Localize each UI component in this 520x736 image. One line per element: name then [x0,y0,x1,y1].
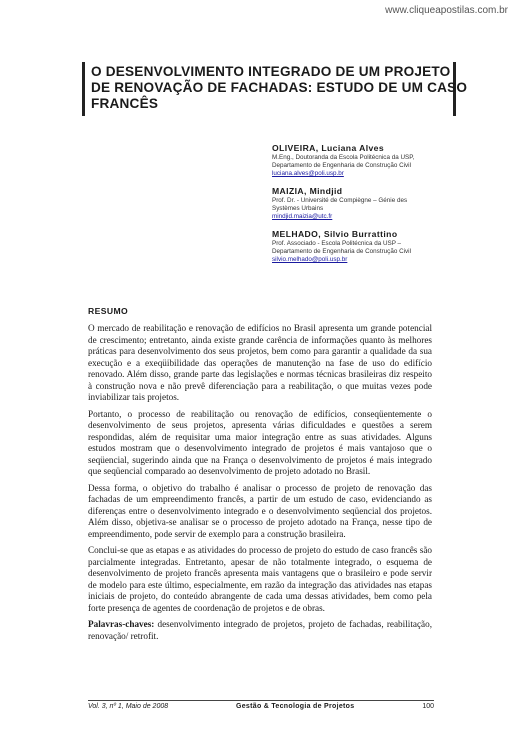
author-entry [272,229,472,264]
author-affiliation: Systèmes Urbains [272,205,324,212]
page-footer [88,700,434,710]
author-name: MELHADO, Silvio Burrattino [272,229,398,239]
abstract-paragraph: Portanto, o processo de reabilitação ou renovação de edifícios, conseqüentemente o desenvolvimento de seus projetos, apresenta várias dificuldades e questões a serem respondidas, além de requisitar uma maior integração entre as suas atividades. Alguns estudos mostram que o desenvolvimento integrado de projetos é mais vantajoso que o seqüencial, sugerindo ainda que na França o desenvolvimento de projetos é mais integrado que seqüencial comparado ao desenvolvimento de projeto adotado no Brasil. [88,408,432,476]
abstract-paragraph: O mercado de reabilitação e renovação de edifícios no Brasil apresenta um grande potencial de crescimento; entretanto, ainda existe grande carência de informações quanto às melhores práticas para desenvolvimento dos seus projetos, bem como para garantir a qualidade da sua execução e a exeqüibilidade das operações de manutenção na fase de uso do edifício renovado. Além disso, grande parte das legislações e normas técnicas brasileiras diz respeito à construção nova e não prevê diferenciação para a reabilitação, o que muitas vezes pode inviabilizar tais projetos. [88,323,432,402]
footer-journal-name: Gestão & Tecnologia de Projetos [235,703,355,710]
abstract-paragraph: Conclui-se que as etapas e as atividades do processo de projeto do estudo de caso francês são parcialmente integradas. Entretanto, apesar de não totalmente integrado, o esquema de desenvolvimento de projeto francês apresenta mais vantagens que o brasileiro e pode servir de modelo para este último, especialmente, em razão da integração das atividades nas etapas iniciais de projeto, do conteúdo abrangente de cada uma dessas atividades, bem como pela forte presença de agentes de coordenação de projetos e de obras. [88,545,432,613]
author-affiliation: M.Eng., Doutoranda da Escola Politécnica da USP, [272,154,415,161]
keywords-label: Palavras-chaves: [88,619,155,629]
author-list [272,143,472,272]
author-name: MAIZIA, Mindjid [272,186,343,196]
title-line: DE RENOVAÇÃO DE FACHADAS: ESTUDO DE UM CASO [91,80,468,95]
page-number: 100 [422,703,434,710]
author-affiliation: Departamento de Engenharia de Construção Civil [272,162,411,169]
footer-volume: Vol. 3, nº 1, Maio de 2008 [88,703,169,710]
author-affiliation: Departamento de Engenharia de Construção Civil [272,248,411,255]
keywords [88,619,432,642]
abstract-section [88,306,432,647]
author-entry [272,186,472,221]
title-line: FRANCÊS [91,96,159,111]
author-name: OLIVEIRA, Luciana Alves [272,143,385,153]
author-email-link[interactable]: silvio.melhado@poli.usp.br [272,256,348,263]
keywords-text: desenvolvimento integrado de projetos, projeto de fachadas, reabilitação, renovação/ retrofit. [88,619,432,641]
watermark-url: www.cliqueapostilas.com.br [385,5,508,16]
title-line: O DESENVOLVIMENTO INTEGRADO DE UM PROJETO [91,64,451,79]
author-entry [272,143,472,178]
author-email-link[interactable]: luciana.alves@poli.usp.br [272,170,344,177]
author-email-link[interactable]: mindjid.maizia@utc.fr [272,213,333,220]
paper-title [82,62,468,116]
author-affiliation: Prof. Dr. - Université de Compiègne – Génie des [272,197,408,204]
author-affiliation: Prof. Associado - Escola Politécnica da USP – [272,240,402,247]
abstract-heading: RESUMO [88,306,129,316]
abstract-paragraph: Dessa forma, o objetivo do trabalho é analisar o processo de projeto de renovação das fachadas de um empreendimento francês, a partir de um estudo de caso, evidenciando as diferenças entre o desenvolvimento integrado e o desenvolvimento seqüencial dos projetos. Além disso, objetiva-se analisar se o processo de projeto adotado na França, nesse tipo de empreendimento, pode servir de exemplo para a construção brasileira. [88,482,432,539]
